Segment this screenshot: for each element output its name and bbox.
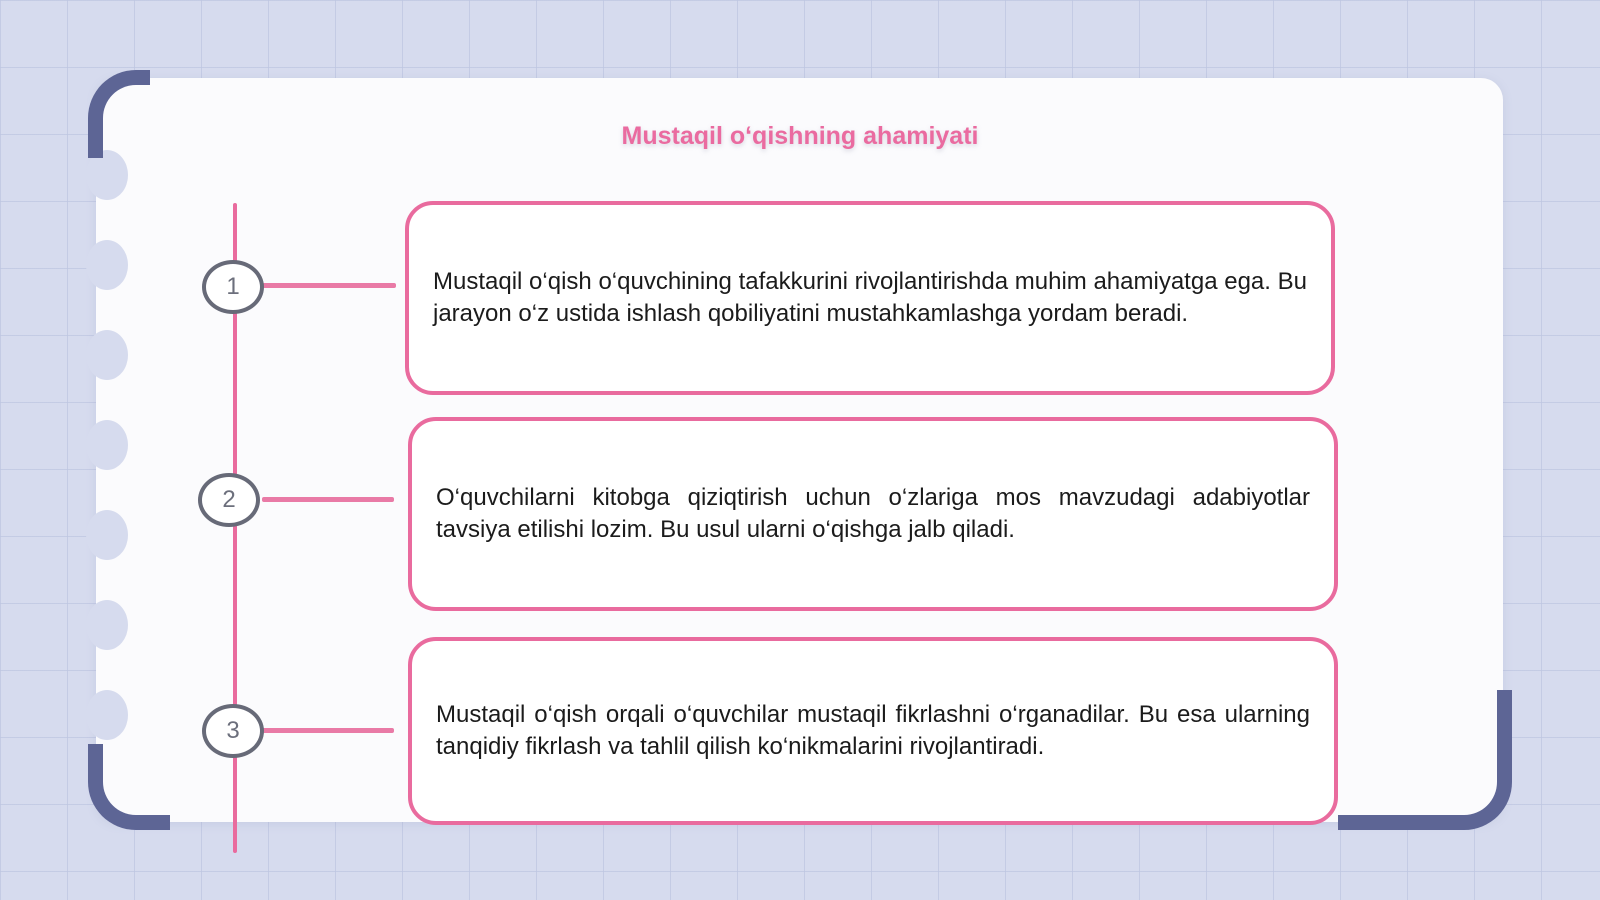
info-box (405, 201, 1335, 395)
timeline-connector (262, 497, 394, 502)
step-number-circle (202, 260, 264, 314)
info-box (408, 637, 1338, 825)
info-box-text: O‘quvchilarni kitobga qiziqtirish uchun o‘zlariga mos mavzudagi adabiyotlar tavsiya etilishi lozim. Bu usul ularni o‘qishga jalb qiladi. (436, 484, 1310, 543)
step-number-circle (202, 704, 264, 758)
step-number: 2 (222, 486, 236, 513)
card-scallop (86, 600, 128, 650)
slide-title: Mustaqil o‘qishning ahamiyati (621, 122, 979, 150)
corner-bracket-bottom-right (1338, 690, 1512, 830)
info-box-text: Mustaqil o‘qish orqali o‘quvchilar mustaqil fikrlashni o‘rganadilar. Bu esa ularning tanqidiy fikrlash va tahlil qilish ko‘nikmalarini rivojlantiradi. (436, 701, 1310, 760)
card-scallop (86, 330, 128, 380)
info-box (408, 417, 1338, 611)
step-number: 3 (226, 717, 240, 744)
card-scallop (86, 240, 128, 290)
card-scallop (86, 690, 128, 740)
card-scallop (86, 510, 128, 560)
timeline-connector (262, 283, 396, 288)
corner-bracket-bottom-left (88, 744, 170, 830)
step-number-circle (198, 473, 260, 527)
step-number: 1 (226, 273, 240, 300)
info-box-text: Mustaqil o‘qish o‘quvchining tafakkurini rivojlantirishda muhim ahamiyatga ega. Bu jarayon o‘z ustida ishlash qobiliyatini mustahkamlashga yordam beradi. (433, 268, 1307, 327)
card-scallop (86, 420, 128, 470)
timeline-connector (262, 728, 394, 733)
